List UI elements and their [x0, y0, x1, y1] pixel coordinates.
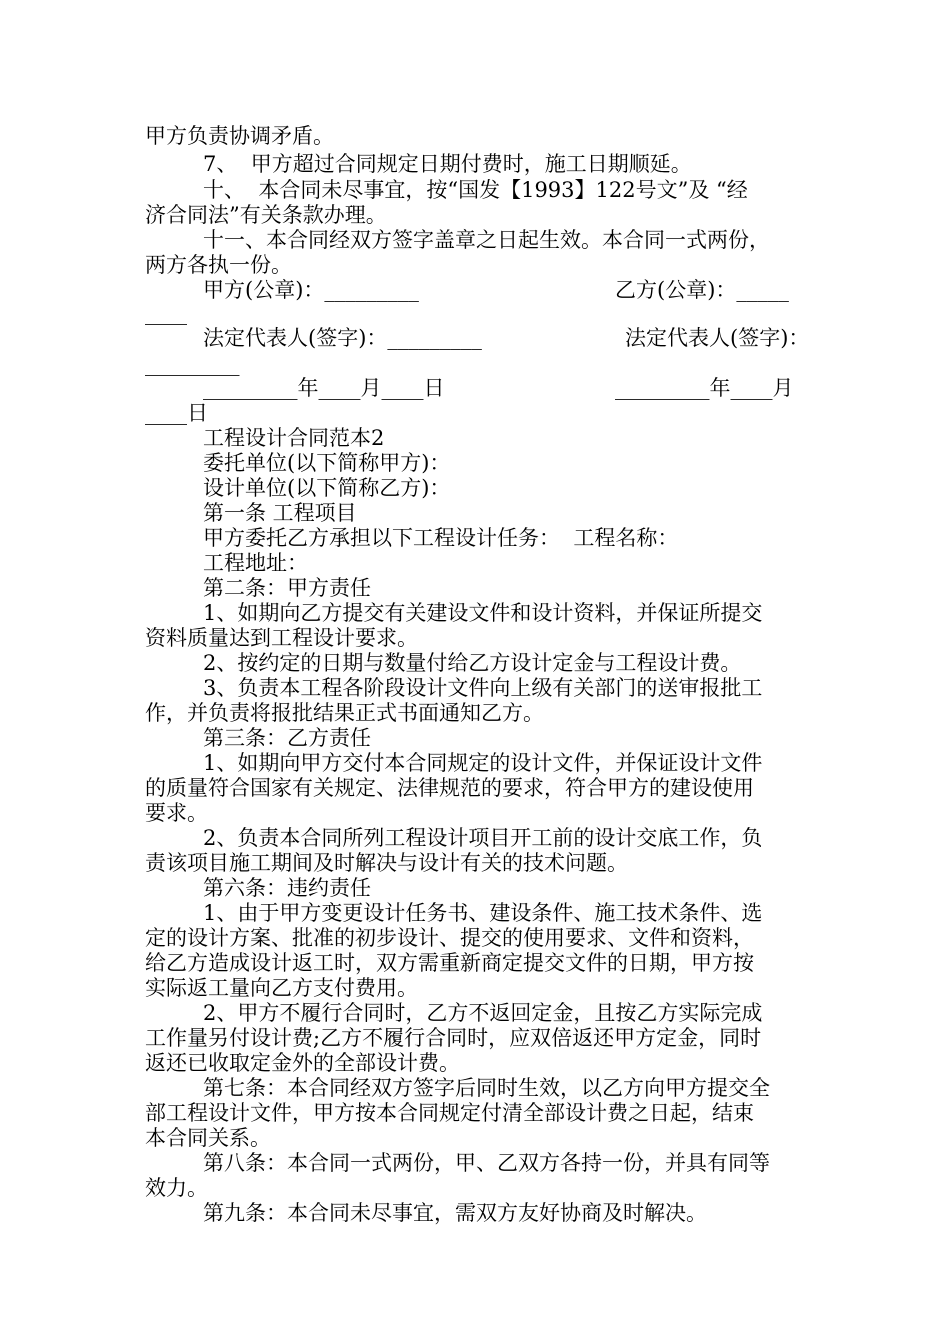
text-line: 工程地址： [203, 551, 308, 575]
text-line: 2、甲方不履行合同时，乙方不返回定金，且按乙方实际完成 [203, 1001, 763, 1025]
text-line: 甲方负责协调矛盾。 [145, 124, 334, 148]
party-b-date-line: _________年____月 [615, 376, 794, 400]
article-heading: 第三条：乙方责任 [203, 726, 371, 750]
text-line: 资料质量达到工程设计要求。 [145, 626, 418, 650]
section-title: 工程设计合同范本2 [203, 426, 385, 450]
text-line: 要求。 [145, 801, 208, 825]
text-line: 十一、本合同经双方签字盖章之日起生效。本合同一式两份， [203, 228, 770, 252]
text-line: 两方各执一份。 [145, 253, 292, 277]
article-heading: 第一条 工程项目 [203, 501, 357, 525]
text-line: 部工程设计文件，甲方按本合同规定付清全部设计费之日起，结束 [145, 1101, 754, 1125]
text-line: 工作量另付设计费;乙方不履行合同时，应双倍返还甲方定金，同时 [145, 1026, 762, 1050]
party-b-representative-line: 法定代表人(签字)： [625, 326, 810, 350]
text-line: ____ [145, 301, 187, 325]
text-line: _________ [145, 352, 240, 376]
party-b-seal-line: 乙方(公章)：_____ [615, 278, 789, 302]
text-line: 1、由于甲方变更设计任务书、建设条件、施工技术条件、选 [203, 901, 763, 925]
text-line: ____日 [145, 401, 208, 425]
party-a-representative-line: 法定代表人(签字)：_________ [203, 326, 482, 350]
text-line: 甲方委托乙方承担以下工程设计任务： 工程名称： [203, 526, 679, 550]
text-line: 2、负责本合同所列工程设计项目开工前的设计交底工作，负 [203, 826, 763, 850]
article-heading: 第二条：甲方责任 [203, 576, 371, 600]
text-line: 给乙方造成设计返工时，双方需重新商定提交文件的日期，甲方按 [145, 951, 754, 975]
text-line: 十、 本合同未尽事宜，按“国发【1993】122号文”及 “经 [203, 178, 748, 202]
text-line: 责该项目施工期间及时解决与设计有关的技术问题。 [145, 851, 628, 875]
text-line: 1、如期向乙方提交有关建设文件和设计资料，并保证所提交 [203, 601, 763, 625]
text-line: 效力。 [145, 1176, 208, 1200]
text-line: 作，并负责将报批结果正式书面通知乙方。 [145, 701, 544, 725]
text-line: 7、 甲方超过合同规定日期付费时，施工日期顺延。 [203, 152, 692, 176]
text-line: 的质量符合国家有关规定、法律规范的要求，符合甲方的建设使用 [145, 776, 754, 800]
text-line: 实际返工量向乙方支付费用。 [145, 976, 418, 1000]
text-line: 1、如期向甲方交付本合同规定的设计文件，并保证设计文件 [203, 751, 763, 775]
text-line: 3、负责本工程各阶段设计文件向上级有关部门的送审报批工 [203, 676, 763, 700]
text-line: 本合同关系。 [145, 1126, 271, 1150]
text-line: 济合同法”有关条款办理。 [145, 203, 387, 227]
text-line: 第八条：本合同一式两份，甲、乙双方各持一份，并具有同等 [203, 1151, 770, 1175]
text-line: 第七条：本合同经双方签字后同时生效，以乙方向甲方提交全 [203, 1076, 770, 1100]
text-line: 定的设计方案、批准的初步设计、提交的使用要求、文件和资料， [145, 926, 754, 950]
party-a-seal-line: 甲方(公章)：_________ [203, 278, 419, 302]
article-heading: 第六条：违约责任 [203, 876, 371, 900]
party-a-date-line: _________年____月____日 [203, 376, 445, 400]
text-line: 设计单位(以下简称乙方)： [203, 476, 451, 500]
text-line: 2、按约定的日期与数量付给乙方设计定金与工程设计费。 [203, 651, 742, 675]
text-line: 第九条：本合同未尽事宜，需双方友好协商及时解决。 [203, 1201, 707, 1225]
text-line: 返还已收取定金外的全部设计费。 [145, 1051, 460, 1075]
text-line: 委托单位(以下简称甲方)： [203, 451, 451, 475]
